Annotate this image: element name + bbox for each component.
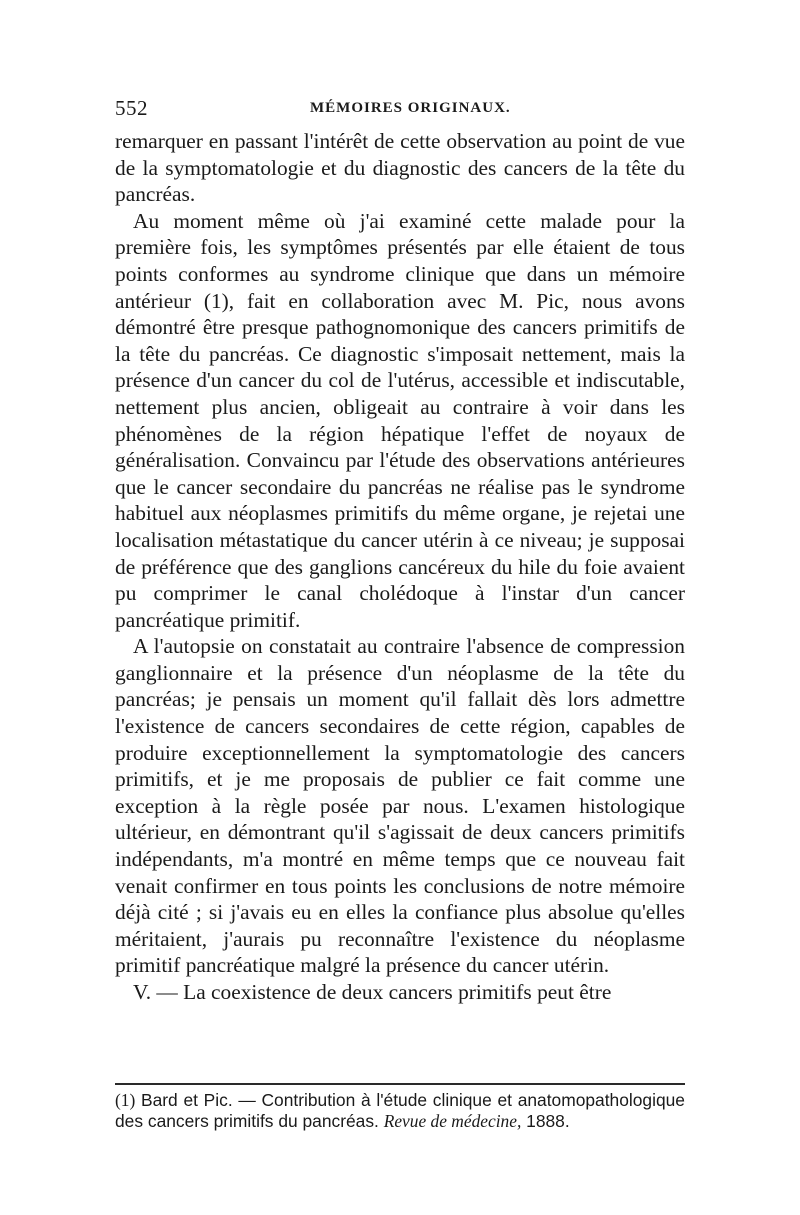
footnote-year: 1888.	[526, 1111, 570, 1131]
body-text	[115, 128, 685, 1006]
running-head	[115, 96, 685, 124]
footnote-marker: (1)	[115, 1090, 136, 1110]
paragraph-autopsy: A l'autopsie on constatait au contraire l'absence de compression ganglionnaire et la présence d'un néoplasme de la tête du pancréas; je pensais un moment qu'il fallait dès lors admettre l'existence de cancers secondaires de cette région, capables de produire exceptionnellement la symptomatologie des cancers primitifs, et je me proposais de publier ce fait comme une exception à la règle posée par nous. L'examen histologique ultérieur, en démontrant qu'il s'agissait de deux cancers primitifs indépendants, m'a montré en même temps que ce nouveau fait venait confirmer en tous points les conclusions de notre mémoire déjà cité ; si j'avais eu en elles la confiance plus absolue qu'elles méritaient, j'aurais pu reconnaître l'existence du néoplasme primitif pancréatique malgré la présence du cancer utérin.	[115, 634, 685, 978]
footnote-journal: Revue de médecine,	[383, 1111, 522, 1131]
running-title: MÉMOIRES ORIGINAUX.	[310, 100, 511, 116]
paragraph-section-v: V. — La coexistence de deux cancers primitifs peut être	[133, 980, 612, 1004]
paragraph-continued: remarquer en passant l'intérêt de cette observation au point de vue de la symptomatologie et du diagnostic des cancers de la tête du pancréas.	[115, 129, 685, 207]
footnote-text: Bard et Pic. — Contribution à l'étude clinique et anatomopathologique des cancers primitifs du pancréas.	[115, 1090, 685, 1131]
footnote-divider	[115, 1083, 685, 1085]
footnote	[115, 1090, 685, 1132]
paragraph-diagnosis: Au moment même où j'ai examiné cette malade pour la première fois, les symptômes présentés par elle étaient de tous points conformes au syndrome clinique que dans un mémoire antérieur (1), fait en collaboration avec M. Pic, nous avons démontré être presque pathognomonique des cancers primitifs de la tête du pancréas. Ce diagnostic s'imposait nettement, mais la présence d'un cancer du col de l'utérus, accessible et indiscutable, nettement plus ancien, obligeait au contraire à voir dans les phénomènes de la région hépatique l'effet de noyaux de généralisation. Convaincu par l'étude des observations antérieures que le cancer secondaire du pancréas ne réalise pas le syndrome habituel aux néoplasmes primitifs du même organe, je rejetai une localisation métastatique du cancer utérin à ce niveau; je supposai de préférence que des ganglions cancéreux du hile du foie avaient pu comprimer le canal cholédoque à l'instar d'un cancer pancréatique primitif.	[115, 208, 685, 632]
page-number: 552	[115, 96, 148, 120]
